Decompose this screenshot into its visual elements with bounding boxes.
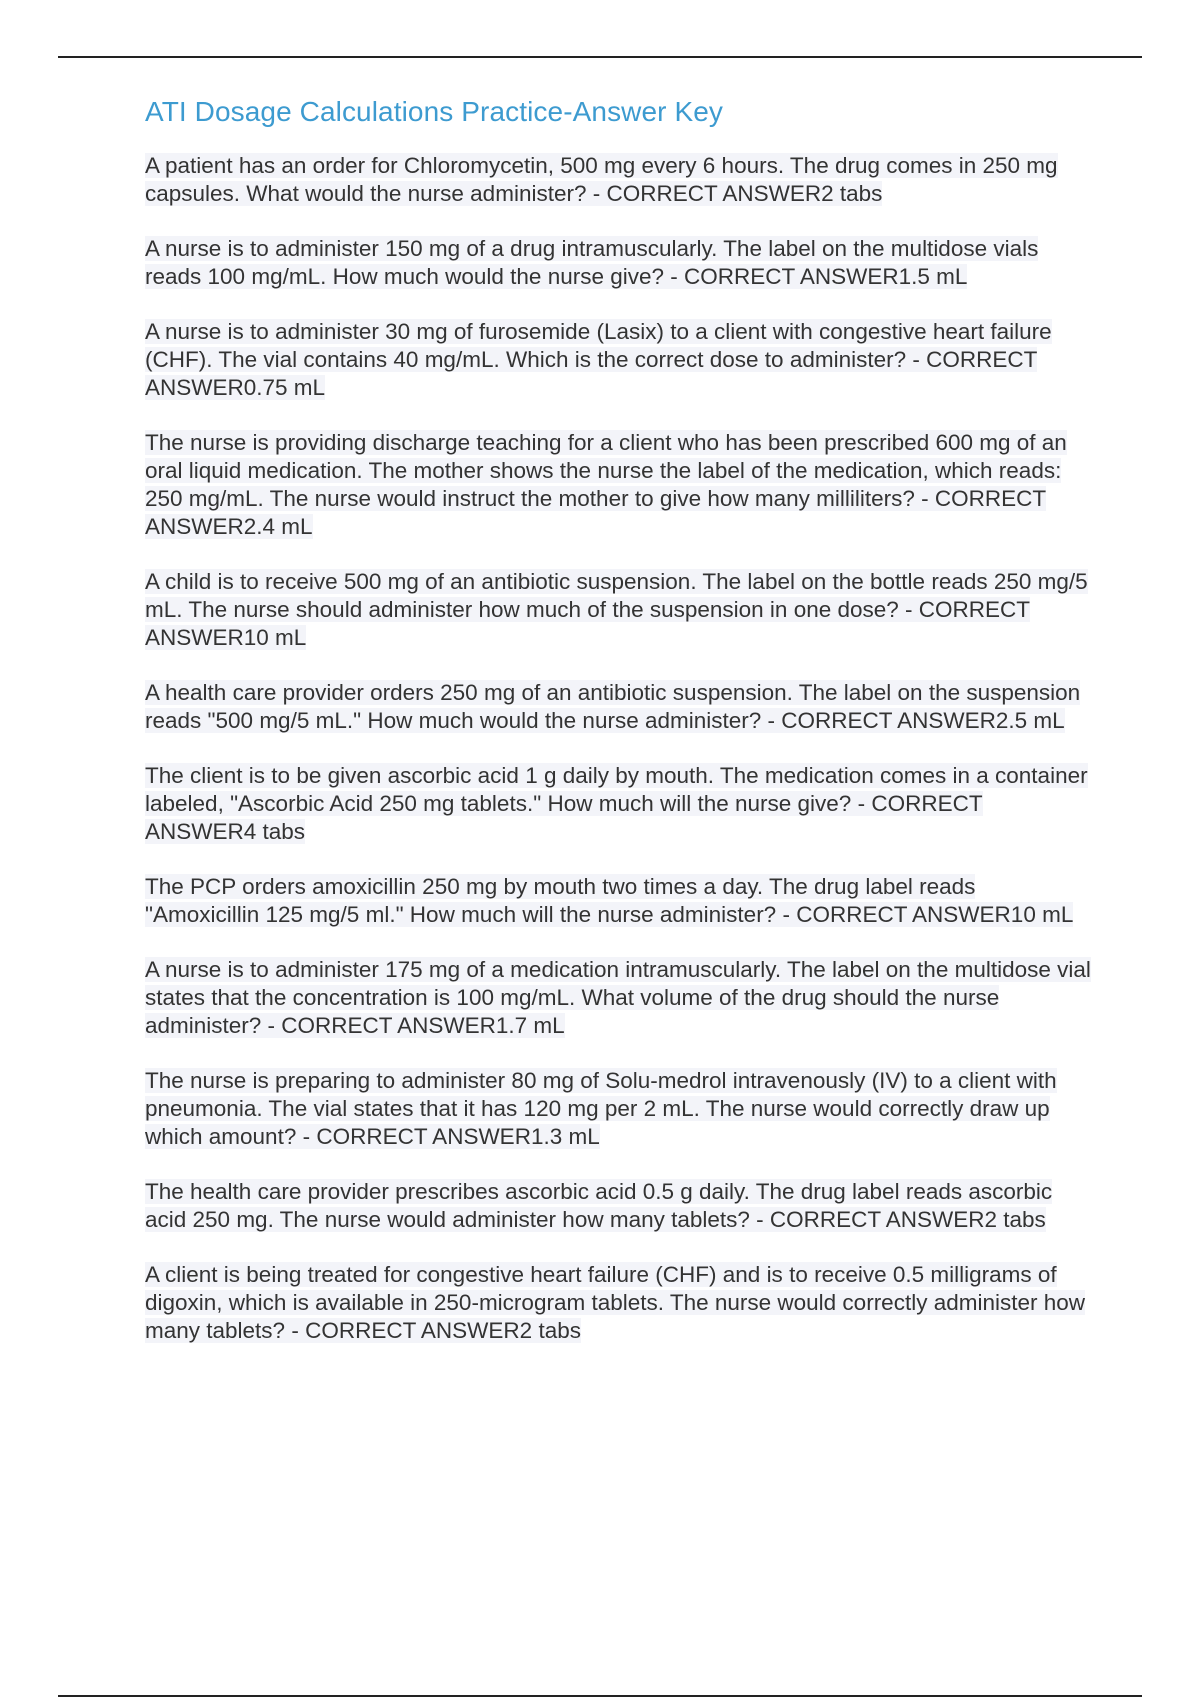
- qa-item: [145, 429, 1095, 541]
- qa-item: [145, 235, 1095, 291]
- qa-text: The client is to be given ascorbic acid 1 g daily by mouth. The medication comes in a container labeled, "Ascorbic Acid 250 mg tablets." How much will the nurse give? - CORRECT ANSWER4 tabs: [145, 763, 1088, 844]
- document-body: [145, 96, 1095, 1372]
- qa-text: A patient has an order for Chloromycetin, 500 mg every 6 hours. The drug comes in 250 mg capsules. What would the nurse administer? - CORRECT ANSWER2 tabs: [145, 153, 1058, 206]
- qa-item: [145, 1067, 1095, 1151]
- qa-item: [145, 679, 1095, 735]
- qa-text: The nurse is providing discharge teaching for a client who has been prescribed 600 mg of an oral liquid medication. The mother shows the nurse the label of the medication, which reads: 250 mg/mL. The nurse would instruct the mother to give how many milliliters? - CORRECT ANSWER2.4 mL: [145, 430, 1067, 539]
- qa-text: A nurse is to administer 30 mg of furosemide (Lasix) to a client with congestive heart failure (CHF). The vial contains 40 mg/mL. Which is the correct dose to administer? - CORRECT ANSWER0.75 mL: [145, 319, 1052, 400]
- qa-item: [145, 318, 1095, 402]
- bottom-divider: [58, 1695, 1142, 1697]
- qa-item: [145, 762, 1095, 846]
- qa-item: [145, 956, 1095, 1040]
- top-divider: [58, 56, 1142, 58]
- qa-item: [145, 873, 1095, 929]
- qa-item: [145, 1178, 1095, 1234]
- qa-item: [145, 1261, 1095, 1345]
- qa-item: [145, 152, 1095, 208]
- qa-text: The health care provider prescribes ascorbic acid 0.5 g daily. The drug label reads ascorbic acid 250 mg. The nurse would administer how many tablets? - CORRECT ANSWER2 tabs: [145, 1179, 1053, 1232]
- qa-text: A health care provider orders 250 mg of an antibiotic suspension. The label on the suspension reads "500 mg/5 mL." How much would the nurse administer? - CORRECT ANSWER2.5 mL: [145, 680, 1081, 733]
- qa-item: [145, 568, 1095, 652]
- qa-text: The nurse is preparing to administer 80 mg of Solu-medrol intravenously (IV) to a client with pneumonia. The vial states that it has 120 mg per 2 mL. The nurse would correctly draw up which amount? - CORRECT ANSWER1.3 mL: [145, 1068, 1057, 1149]
- qa-text: A client is being treated for congestive heart failure (CHF) and is to receive 0.5 milligrams of digoxin, which is available in 250-microgram tablets. The nurse would correctly administer how many tablets? - CORRECT ANSWER2 tabs: [145, 1262, 1086, 1343]
- qa-list: [145, 152, 1095, 1345]
- document-title: ATI Dosage Calculations Practice-Answer Key: [145, 96, 724, 127]
- qa-text: The PCP orders amoxicillin 250 mg by mouth two times a day. The drug label reads "Amoxicillin 125 mg/5 ml." How much will the nurse administer? - CORRECT ANSWER10 mL: [145, 874, 1074, 927]
- qa-text: A child is to receive 500 mg of an antibiotic suspension. The label on the bottle reads 250 mg/5 mL. The nurse should administer how much of the suspension in one dose? - CORRECT ANSWER10 mL: [145, 569, 1088, 650]
- qa-text: A nurse is to administer 150 mg of a drug intramuscularly. The label on the multidose vials reads 100 mg/mL. How much would the nurse give? - CORRECT ANSWER1.5 mL: [145, 236, 1039, 289]
- qa-text: A nurse is to administer 175 mg of a medication intramuscularly. The label on the multidose vial states that the concentration is 100 mg/mL. What volume of the drug should the nurse administer? - CORRECT ANSWER1.7 mL: [145, 957, 1091, 1038]
